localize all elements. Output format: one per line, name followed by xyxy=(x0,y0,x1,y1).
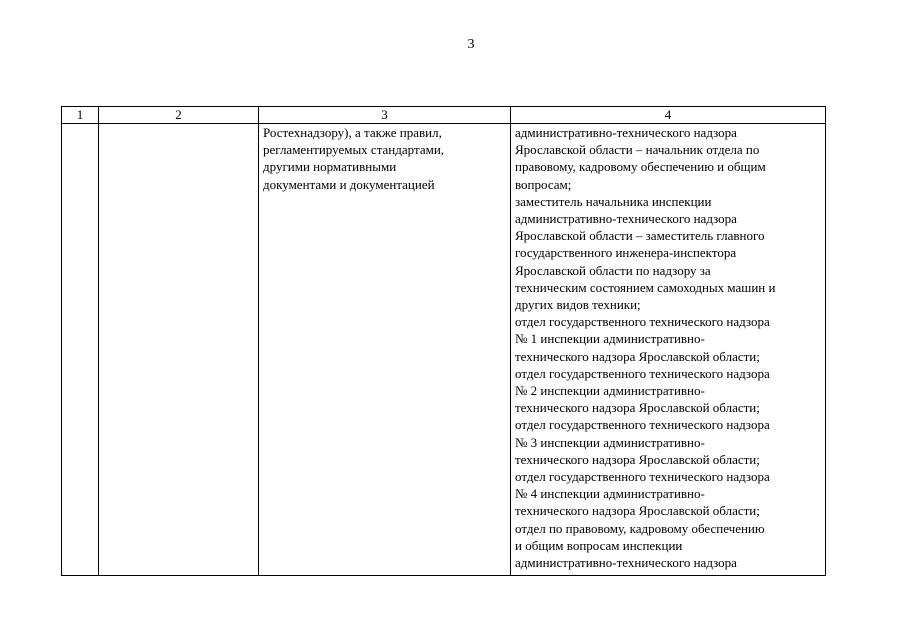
text-line: технического надзора Ярославской области; xyxy=(515,400,760,416)
text-line: отдел по правовому, кадровому обеспечению xyxy=(515,520,765,536)
text-line: других видов техники; xyxy=(515,297,641,313)
text-line: технического надзора Ярославской области; xyxy=(515,348,760,364)
column-header-4: 4 xyxy=(511,107,826,124)
column-4-text xyxy=(511,124,825,571)
text-line: технического надзора Ярославской области; xyxy=(515,503,760,519)
cell-column-2 xyxy=(99,124,259,576)
text-line: отдел государственного технического надзора xyxy=(515,469,770,485)
text-line: регламентируемых стандартами, xyxy=(263,142,445,158)
text-line: государственного инженера-инспектора xyxy=(515,245,737,261)
text-line: отдел государственного технического надзора xyxy=(515,365,770,381)
column-3-text xyxy=(259,124,510,193)
text-line: технического надзора Ярославской области; xyxy=(515,451,760,467)
column-header-1: 1 xyxy=(62,107,99,124)
table-row xyxy=(62,124,826,576)
page-number: 3 xyxy=(467,37,475,52)
text-line: и общим вопросам инспекции xyxy=(515,537,683,553)
text-line: Ярославской области – заместитель главного xyxy=(515,228,765,244)
text-line: административно-технического надзора xyxy=(515,211,737,227)
text-line: № 3 инспекции административно- xyxy=(515,434,705,450)
text-line: Ярославской области по надзору за xyxy=(515,262,711,278)
cell-column-4 xyxy=(511,124,826,576)
text-line: отдел государственного технического надзора xyxy=(515,417,770,433)
text-line: правовому, кадровому обеспечению и общим xyxy=(515,159,766,175)
column-header-2: 2 xyxy=(99,107,259,124)
text-line: техническим состоянием самоходных машин и xyxy=(515,279,776,295)
text-line: другими нормативными xyxy=(263,159,397,175)
table-header-row xyxy=(62,107,826,124)
text-line: административно-технического надзора xyxy=(515,125,737,140)
text-line: вопросам; xyxy=(515,176,572,192)
text-line: № 1 инспекции административно- xyxy=(515,331,705,347)
column-header-3: 3 xyxy=(259,107,511,124)
text-line: заместитель начальника инспекции xyxy=(515,193,712,209)
text-line: № 2 инспекции административно- xyxy=(515,383,705,399)
text-line: № 4 инспекции административно- xyxy=(515,486,705,502)
text-line: Ярославской области – начальник отдела по xyxy=(515,142,760,158)
cell-column-1 xyxy=(62,124,99,576)
document-table xyxy=(61,106,826,576)
text-line: документами и документацией xyxy=(263,176,435,192)
text-line: административно-технического надзора xyxy=(515,555,737,571)
text-line: Ростехнадзору), а также правил, xyxy=(263,125,442,140)
cell-column-3 xyxy=(259,124,511,576)
text-line: отдел государственного технического надзора xyxy=(515,314,770,330)
